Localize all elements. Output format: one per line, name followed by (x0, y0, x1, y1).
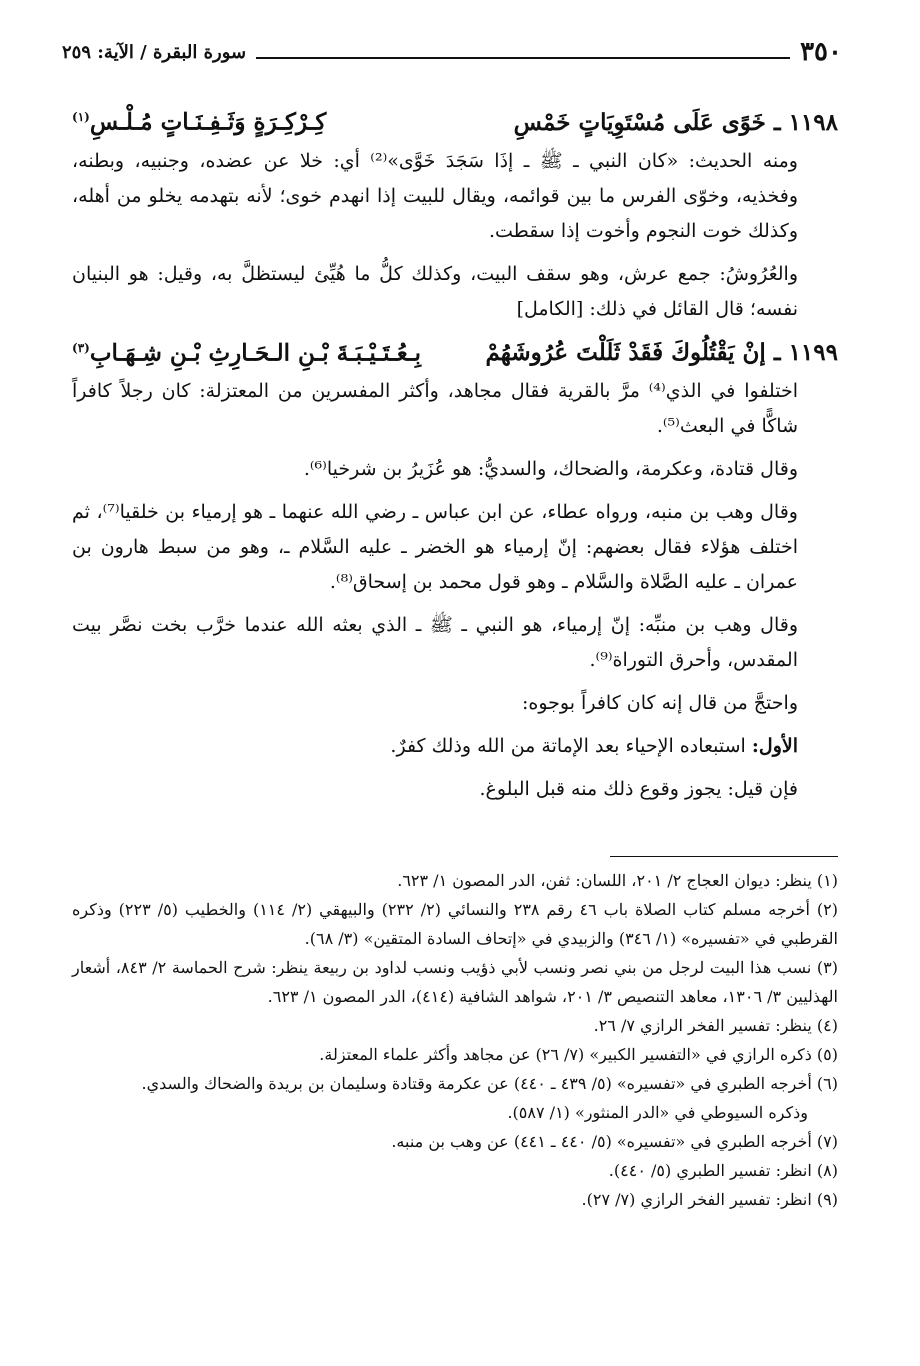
paragraph: وقال قتادة، وعكرمة، والضحاك، والسديُّ: هو عُزَيرُ بن شرخيا⁽⁶⁾. (303, 458, 798, 481)
poetry-verse-1199 (72, 327, 838, 375)
footnote: (٩) انظر: تفسير الفخر الرازي (٧/ ٢٧). (581, 1190, 838, 1209)
footnote: (٢) أخرجه مسلم كتاب الصلاة باب ٤٦ رقم ٢٣٨ والنسائي (٢/ ٢٣٢) والبيهقي (٢/ ١١٤) والخطيب (٥/ ٢٢٣) وذكره القرطبي في «تفسيره» (١/ ٣٤٦) والزبيدي في «إتحاف السادة المتقين» (٣/ ٦٨). (72, 900, 839, 948)
paragraph: اختلفوا في الذي⁽⁴⁾ مرَّ بالقرية فقال مجاهد، وأكثر المفسرين من المعتزلة: كان رجلاً كافراً شاكًّا في البعث⁽⁵⁾. (72, 380, 798, 438)
footnote: (٥) ذكره الرازي في «التفسير الكبير» (٧/ ٢٦) عن مجاهد وأكثر علماء المعتزلة. (319, 1045, 838, 1064)
verse-hemistich-first (514, 102, 838, 144)
paragraph: واحتجَّ من قال إنه كان كافراً بوجوه: (522, 692, 798, 715)
hemistich-text: ١١٩٨ ـ خَوًى عَلَى مُسْتَوِيَاتٍ خَمْسِ (513, 108, 838, 136)
page-header (62, 34, 842, 66)
hemistich-text: بِـعُـتَـيْـبَـةَ بْـنِ الـحَـارِثِ بْـنِ شِـهَـابِ (89, 339, 421, 367)
footnote: (٣) نسب هذا البيت لرجل من بني نصر ونسب لأبي ذؤيب ونسب لداود بن ربيعة ينظر: شرح الحماسة ٢/ ٨٤٣، أشعار الهذليين ٣/ ١٣٠٦، معاهد التنصيص ٣/ ٢٠١، شواهد الشافية (٤١٤)، الدر المصون ١/ ٦٢٣. (72, 958, 839, 1006)
point-text: استبعاده الإحياء بعد الإماتة من الله وذلك كفرٌ. (390, 735, 752, 758)
footnote: (١) ينظر: ديوان العجاج ٢/ ٢٠١، اللسان: ثفن، الدر المصون ١/ ٦٢٣. (397, 871, 838, 890)
hemistich-text: كِـرْكِـرَةٍ وَثَـفِـنَـاتٍ مُـلْـسِ (89, 108, 327, 136)
footnotes (72, 866, 838, 1214)
hemistich-text: ١١٩٩ ـ إنْ يَقْتُلُوكَ فَقَدْ ثَلَلْتَ عُرُوشَهُمْ (485, 339, 838, 367)
footnote: (٨) انظر: تفسير الطبري (٥/ ٤٤٠). (608, 1161, 838, 1180)
header-rule (256, 57, 790, 59)
running-title: سورة البقرة / الآية: ٢٥٩ (62, 42, 247, 63)
verse-hemistich-second (72, 96, 326, 144)
footnote-continuation: وذكره السيوطي في «الدر المنثور» (١/ ٥٨٧). (507, 1103, 808, 1122)
paragraph (72, 729, 838, 764)
verse-hemistich-second (72, 327, 421, 375)
paragraph: فإن قيل: يجوز وقوع ذلك منه قبل البلوغ. (479, 778, 798, 801)
footnote-ref: (١) (72, 110, 90, 124)
main-text (72, 96, 838, 807)
footnote: (٧) أخرجه الطبري في «تفسيره» (٥/ ٤٤٠ ـ ٤٤١) عن وهب بن منبه. (391, 1132, 838, 1151)
footnote-ref: (٣) (72, 340, 90, 355)
point-label: الأول: (751, 735, 798, 758)
footnote: (٤) ينظر: تفسير الفخر الرازي ٧/ ٢٦. (593, 1016, 838, 1035)
paragraph: ومنه الحديث: «كان النبي ـ ﷺ ـ إذَا سَجَدَ خَوَّى»⁽²⁾ أي: خلا عن عضده، وجنبيه، وبطنه، وفخذيه، وخوّى الفرس ما بين قوائمه، ويقال للبيت إذا انهدم خوى؛ لأنه بتهدمه يخلو من أهله، وكذلك خوت النجوم وأخوت إذا سقطت. (72, 149, 798, 242)
verse-hemistich-first (485, 332, 838, 374)
footnote-separator (610, 856, 838, 857)
paragraph: والعُرُوشُ: جمع عرش، وهو سقف البيت، وكذلك كلُّ ما هُيِّئ ليستظلَّ به، وقيل: هو البنيان نفسه؛ قال القائل في ذلك: [الكامل] (72, 262, 798, 320)
footnote: (٦) أخرجه الطبري في «تفسيره» (٥/ ٤٣٩ ـ ٤٤٠) عن عكرمة وقتادة وسليمان بن بريدة والضحاك والسدي. (141, 1074, 838, 1093)
paragraph: وقال وهب بن منبِّه: إنّ إرمياء، هو النبي ـ ﷺ ـ الذي بعثه الله عندما خرَّب بخت نصَّر بيت المقدس، وأحرق التوراة⁽⁹⁾. (72, 614, 798, 672)
poetry-verse-1198 (72, 96, 838, 144)
page-number: ٣٥٠ (800, 37, 842, 67)
paragraph: وقال وهب بن منبه، ورواه عطاء، عن ابن عباس ـ رضي الله عنهما ـ هو إرمياء بن خلقيا⁽⁷⁾، ثم اختلف هؤلاء فقال بعضهم: إنّ إرمياء هو الخضر ـ عليه السَّلام ـ، وهو من سبط هارون بن عمران ـ عليه الصَّلاة والسَّلام ـ وهو قول محمد بن إسحاق⁽⁸⁾. (72, 501, 798, 594)
